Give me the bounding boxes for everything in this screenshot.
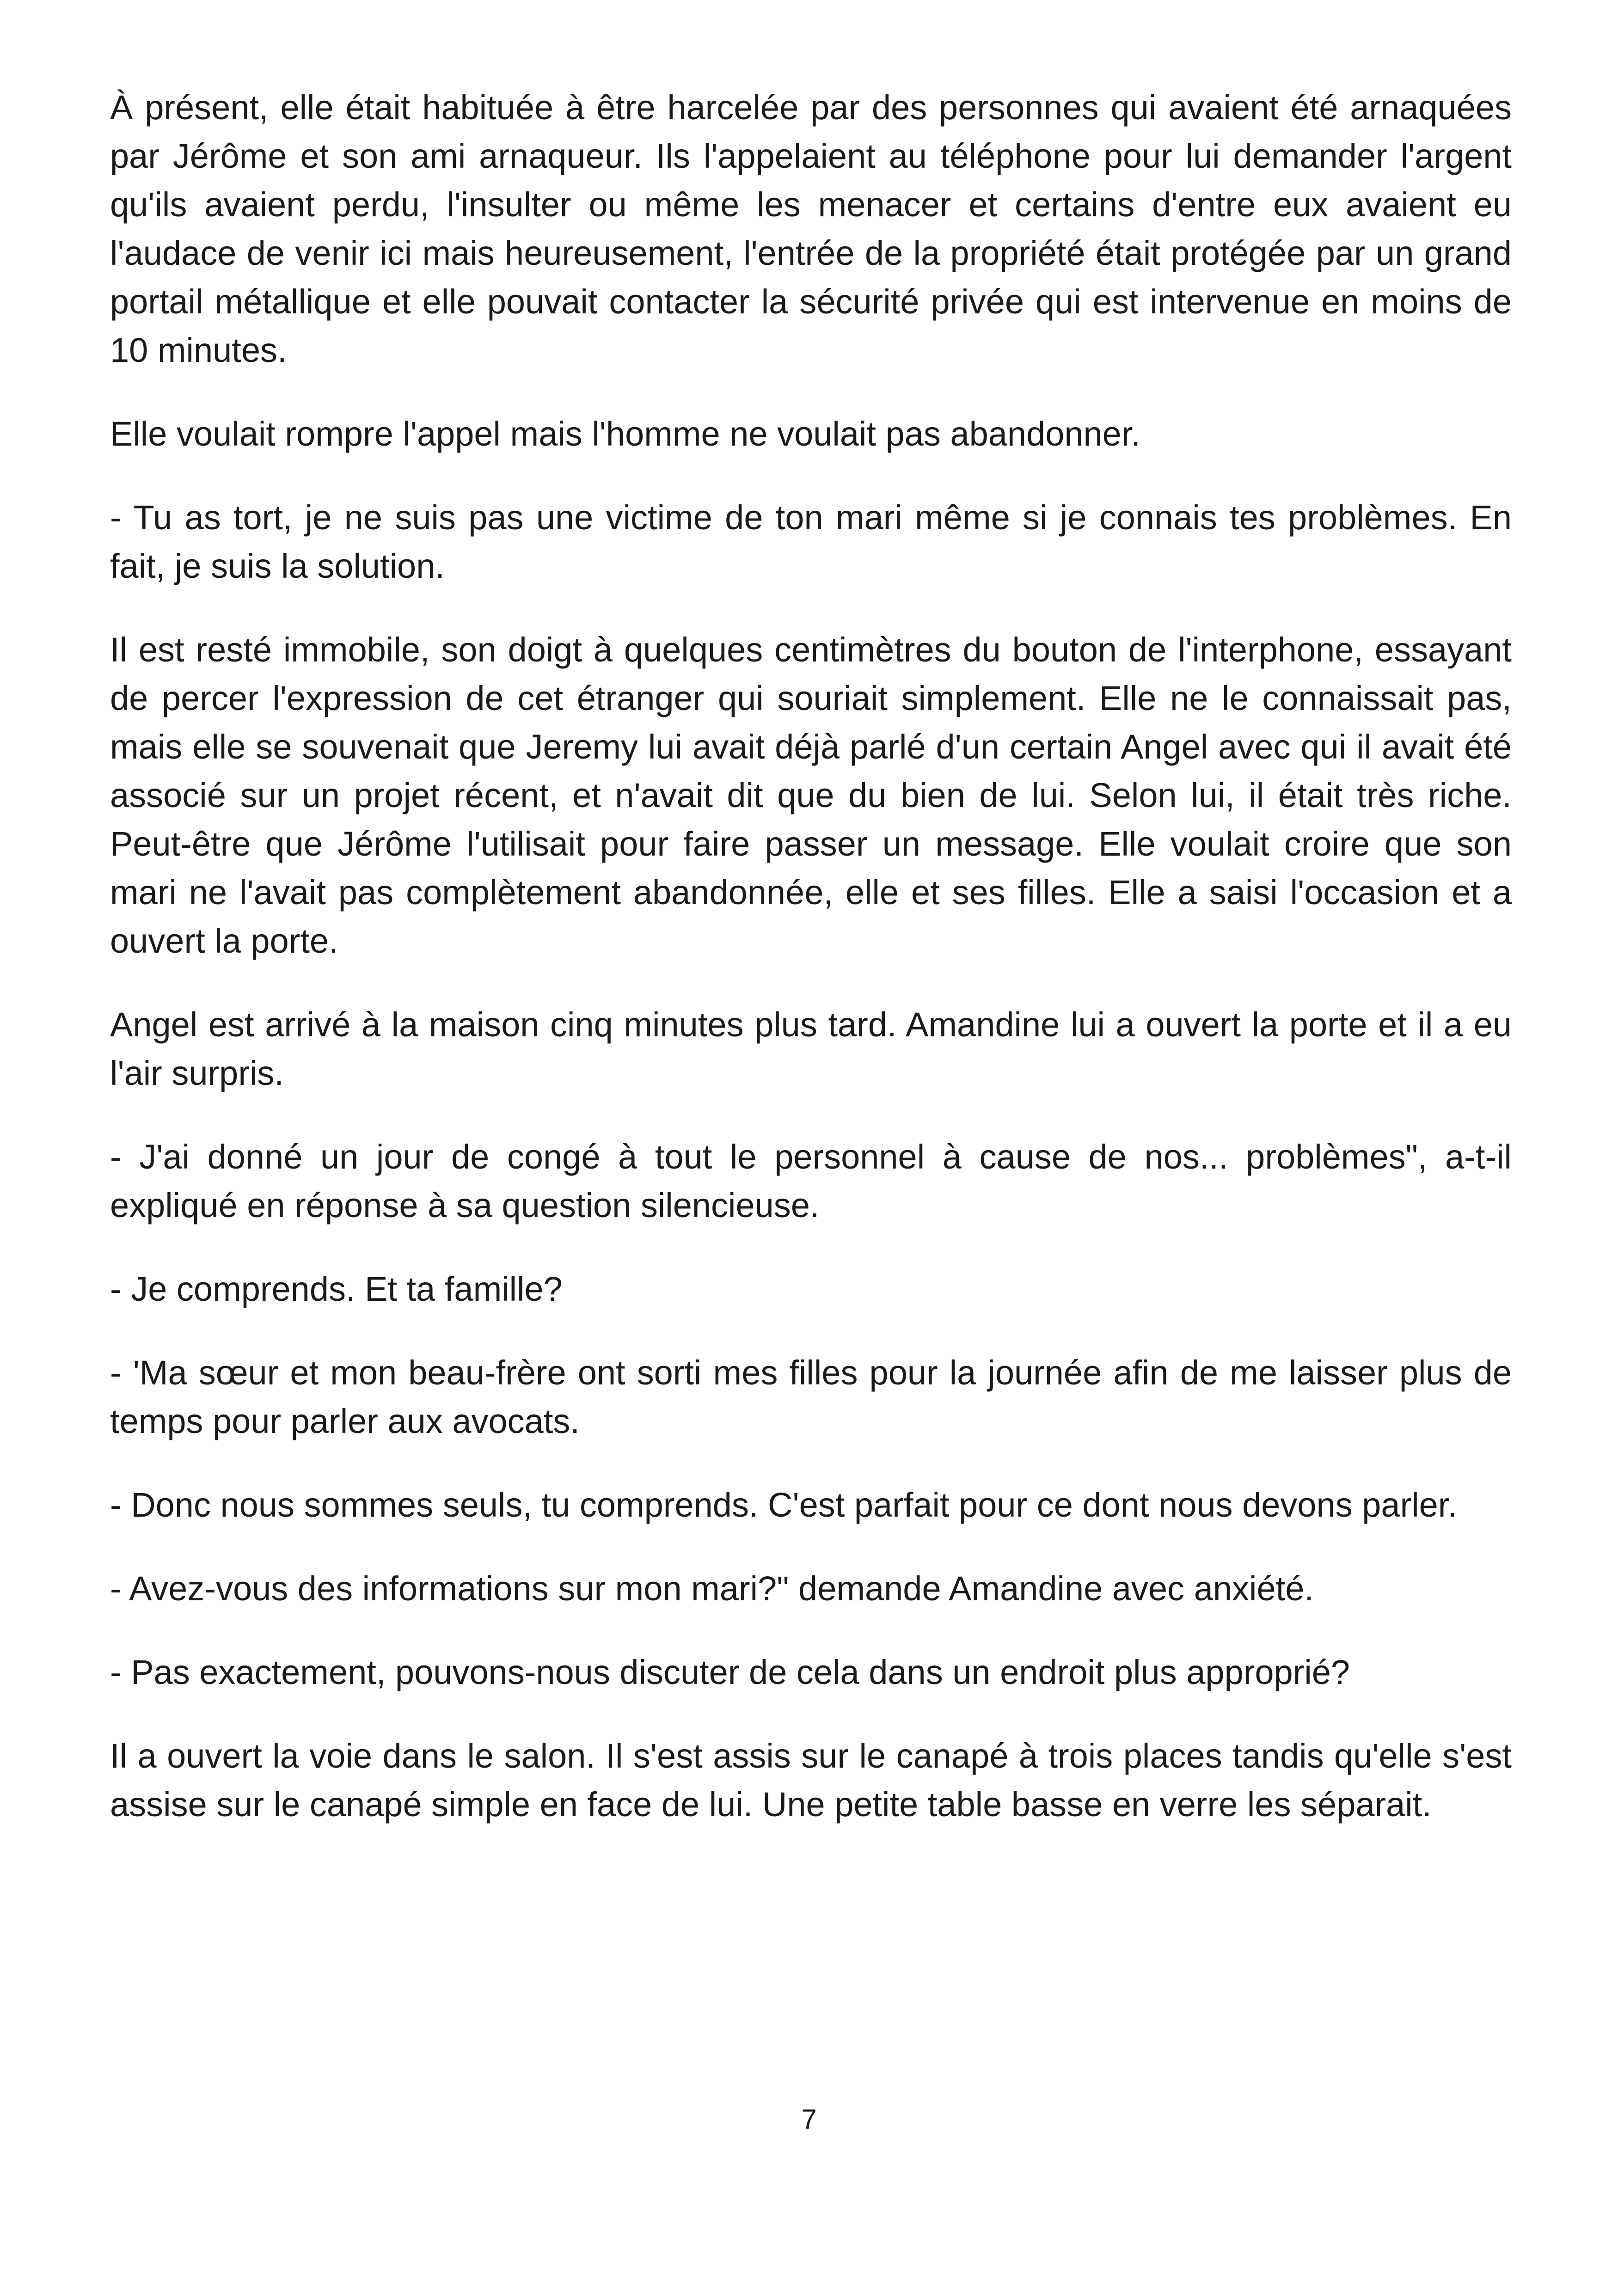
page-number: 7 <box>801 2104 817 2135</box>
paragraph: - Je comprends. Et ta famille? <box>110 1270 563 1308</box>
paragraph: - 'Ma sœur et mon beau-frère ont sorti mes filles pour la journée afin de me laisser plus de temps pour parler aux avocats. <box>110 1353 1512 1440</box>
paragraph: - Avez-vous des informations sur mon mari?" demande Amandine avec anxiété. <box>110 1569 1314 1608</box>
paragraph: À présent, elle était habituée à être harcelée par des personnes qui avaient été arnaquées par Jérôme et son ami arnaqueur. Ils l'appelaient au téléphone pour lui demander l'argent qu'ils avaient perdu, l'insulter ou même les menacer et certains d'entre eux avaient eu l'audace de venir ici mais heureusement, l'entrée de la propriété était protégée par un grand portail métallique et elle pouvait contacter la sécurité privée qui est intervenue en moins de 10 minutes. <box>110 88 1512 369</box>
paragraph: - Donc nous sommes seuls, tu comprends. C'est parfait pour ce dont nous devons parler. <box>110 1486 1457 1524</box>
page-body <box>110 83 1512 1864</box>
paragraph: - Pas exactement, pouvons-nous discuter de cela dans un endroit plus approprié? <box>110 1653 1350 1691</box>
paragraph: Angel est arrivé à la maison cinq minutes plus tard. Amandine lui a ouvert la porte et il a eu l'air surpris. <box>110 1005 1512 1092</box>
paragraph: - Tu as tort, je ne suis pas une victime de ton mari même si je connais tes problèmes. En fait, je suis la solution. <box>110 498 1512 585</box>
paragraph: Il est resté immobile, son doigt à quelques centimètres du bouton de l'interphone, essayant de percer l'expression de cet étranger qui souriait simplement. Elle ne le connaissait pas, mais elle se souvenait que Jeremy lui avait déjà parlé d'un certain Angel avec qui il avait été associé sur un projet récent, et n'avait dit que du bien de lui. Selon lui, il était très riche. Peut-être que Jérôme l'utilisait pour faire passer un message. Elle voulait croire que son mari ne l'avait pas complètement abandonnée, elle et ses filles. Elle a saisi l'occasion et a ouvert la porte. <box>110 631 1512 960</box>
paragraph: Elle voulait rompre l'appel mais l'homme ne voulait pas abandonner. <box>110 415 1140 453</box>
paragraph: Il a ouvert la voie dans le salon. Il s'est assis sur le canapé à trois places tandis qu'elle s'est assise sur le canapé simple en face de lui. Une petite table basse en verre les séparait. <box>110 1737 1512 1824</box>
paragraph: - J'ai donné un jour de congé à tout le personnel à cause de nos... problèmes", a-t-il expliqué en réponse à sa question silencieuse. <box>110 1138 1512 1225</box>
